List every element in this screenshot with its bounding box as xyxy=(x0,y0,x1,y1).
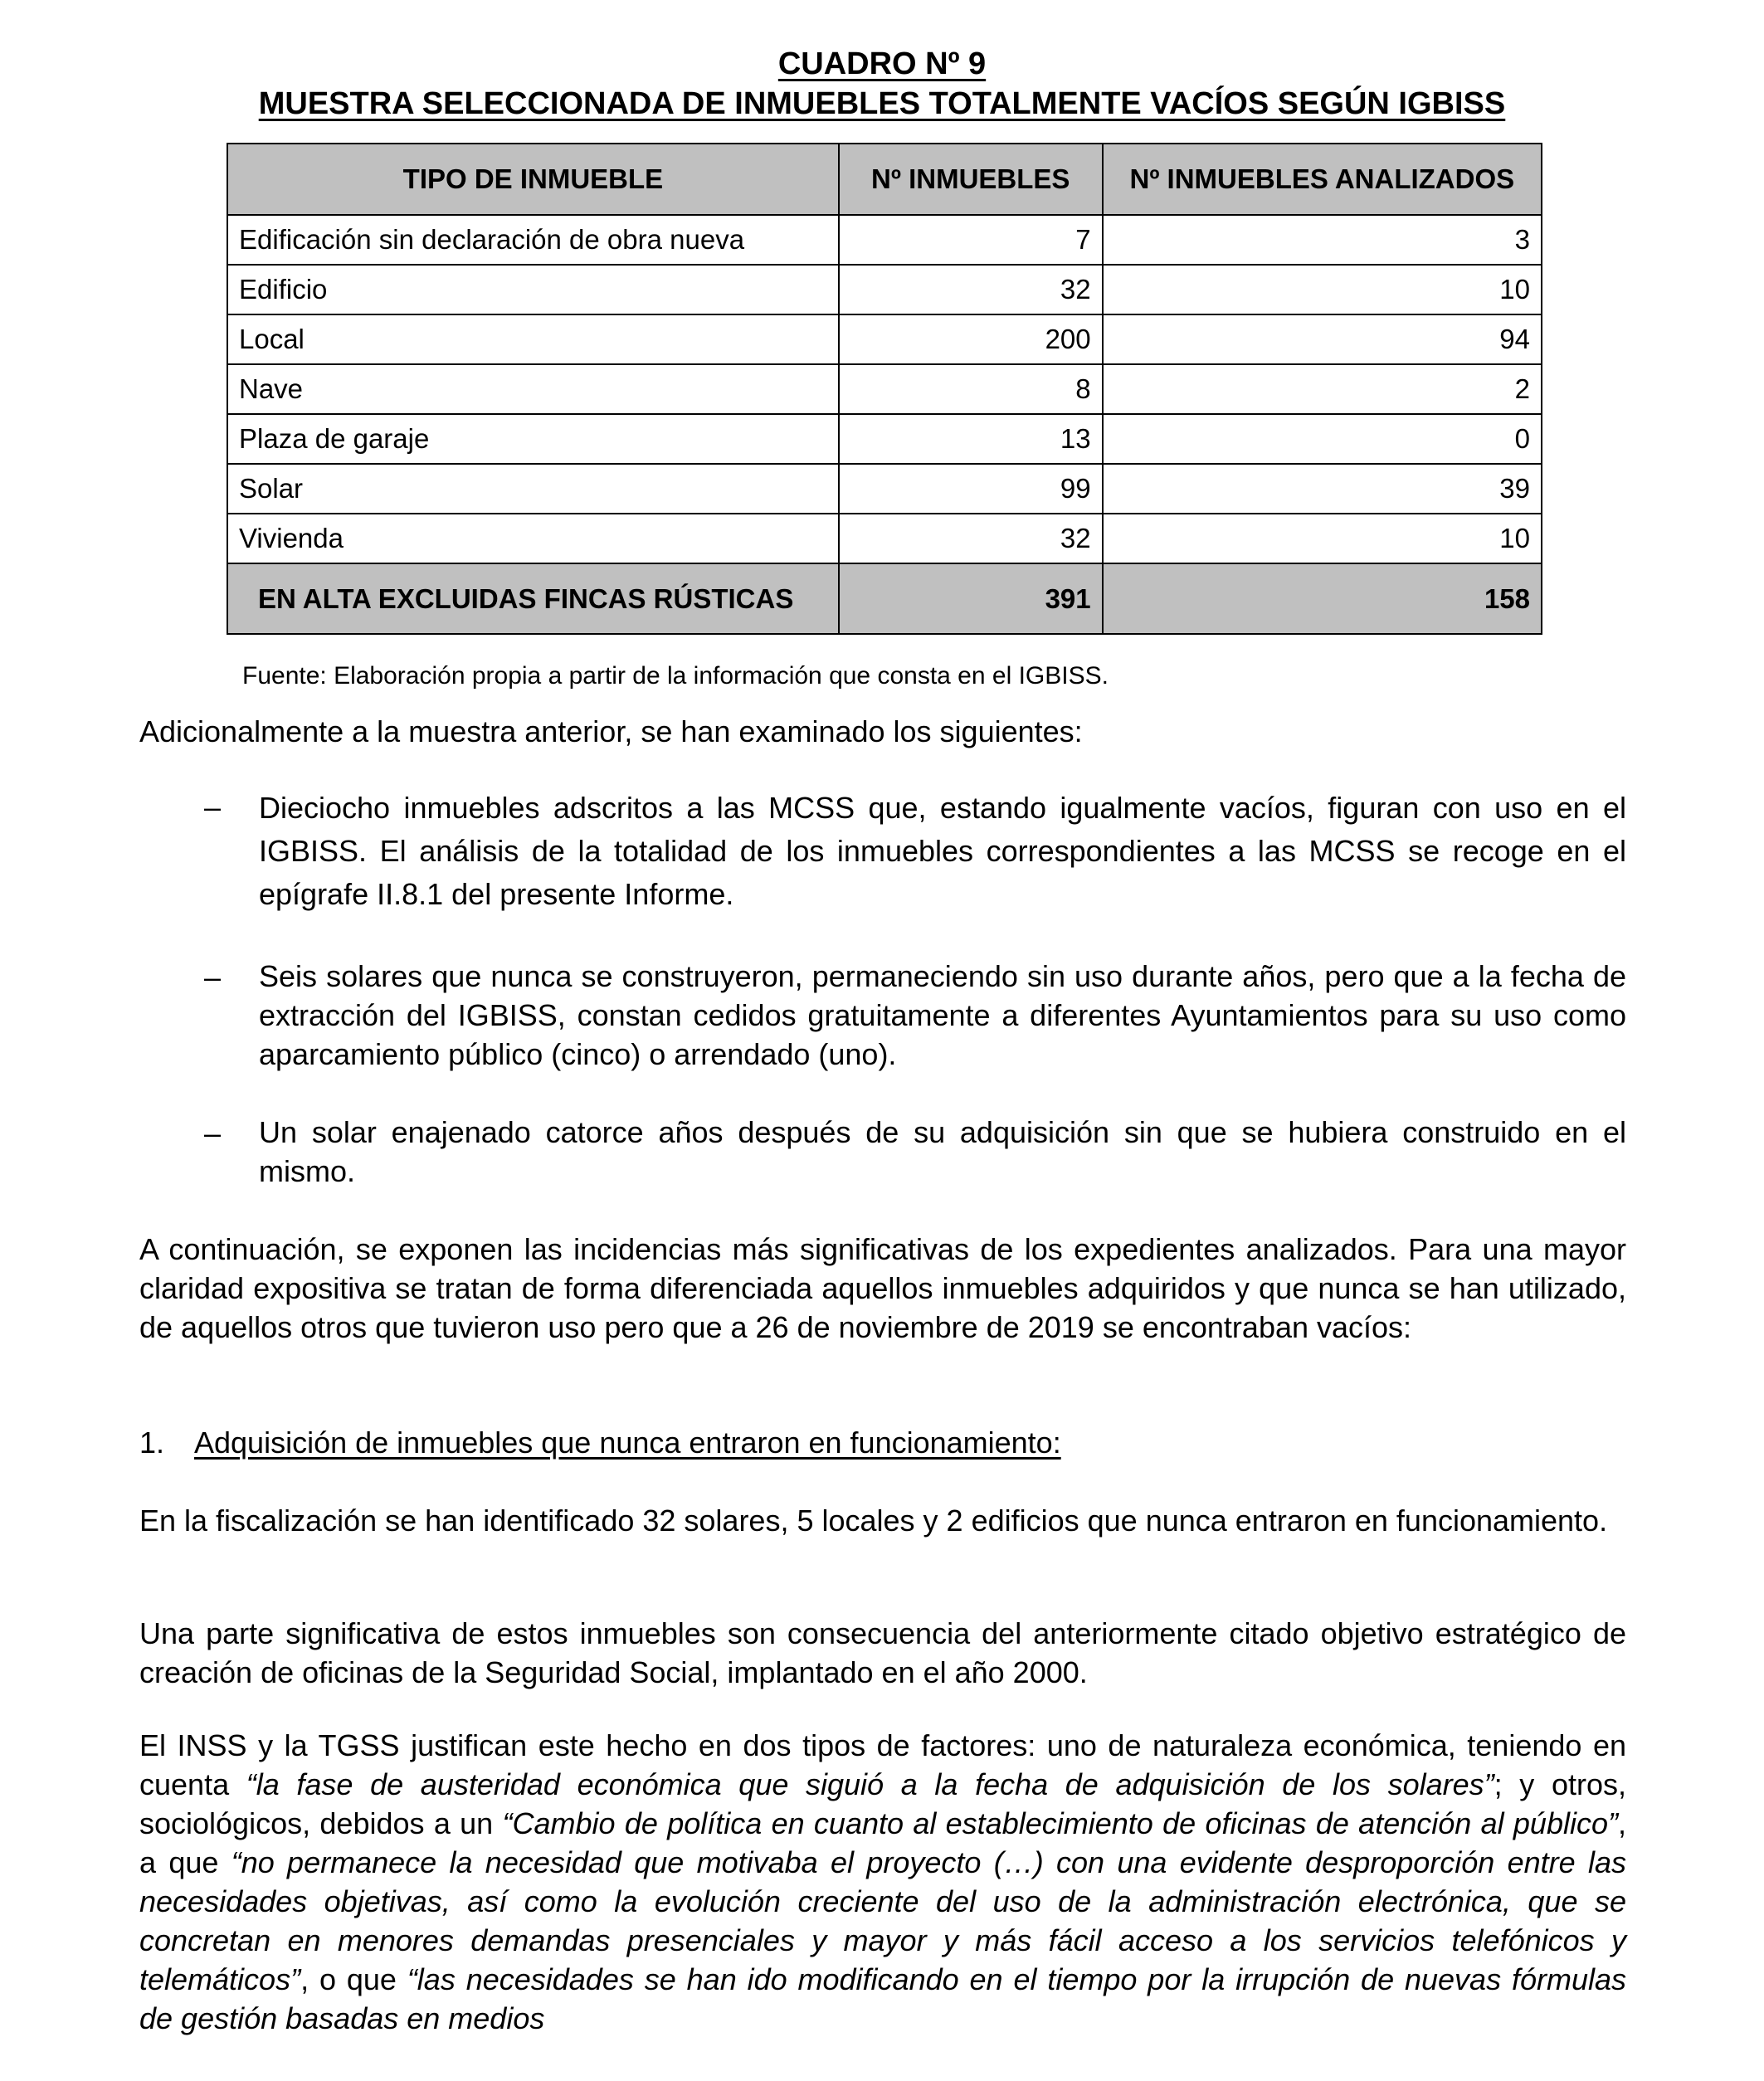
fiscalizacion-paragraph: En la fiscalización se han identificado 32 solares, 5 locales y 2 edificios que nunca entraron en funcionamiento. xyxy=(139,1503,1608,1538)
cell-num-analizados: 10 xyxy=(1103,514,1542,563)
table-total-row xyxy=(227,563,1542,634)
table-row xyxy=(227,215,1542,265)
cell-num-inmuebles: 99 xyxy=(839,464,1103,514)
parte-paragraph: Una parte significativa de estos inmuebles son consecuencia del anteriormente citado objetivo estratégico de creación de oficinas de la Seguridad Social, implantado en el año 2000. xyxy=(139,1616,1626,1689)
cell-num-analizados: 10 xyxy=(1103,265,1542,314)
bullet-text: Un solar enajenado catorce años después de su adquisición sin que se hubiera construido en el mismo. xyxy=(259,1115,1626,1188)
cell-tipo: Plaza de garaje xyxy=(227,414,839,464)
header-num-inmuebles: Nº INMUEBLES xyxy=(839,144,1103,215)
cell-num-analizados: 2 xyxy=(1103,364,1542,414)
table-title: CUADRO Nº 9 xyxy=(777,46,987,81)
inss-quote-3: “no permanece la necesidad que motivaba el proyecto (…) con una evidente desproporción entre las necesidades objetivas, así como la evolución creciente del uso de la administración electrónica, que se concretan en menores demandas presenciales y mayor y más fácil acceso a los servicios telefónicos y telemáticos” xyxy=(139,1845,1626,1996)
cell-tipo: Solar xyxy=(227,464,839,514)
cell-num-analizados: 0 xyxy=(1103,414,1542,464)
cell-num-inmuebles: 8 xyxy=(839,364,1103,414)
table-row xyxy=(227,364,1542,414)
table-source-note: Fuente: Elaboración propia a partir de la información que consta en el IGBISS. xyxy=(242,662,1109,690)
cell-tipo: Vivienda xyxy=(227,514,839,563)
total-label: EN ALTA EXCLUIDAS FINCAS RÚSTICAS xyxy=(227,563,839,634)
total-num-inmuebles: 391 xyxy=(839,563,1103,634)
header-num-analizados: Nº INMUEBLES ANALIZADOS xyxy=(1103,144,1542,215)
inss-text-2: ; y otros, sociológicos, debidos a un xyxy=(139,1767,1626,1840)
inss-text-4: , o que xyxy=(300,1962,407,1996)
table-header-row xyxy=(227,144,1542,215)
intro-paragraph: Adicionalmente a la muestra anterior, se han examinado los siguientes: xyxy=(139,714,1083,748)
bullet-text: Seis solares que nunca se construyeron, permaneciendo sin uso durante años, pero que a la fecha de extracción del IGBISS, constan cedidos gratuitamente a diferentes Ayuntamientos para su uso como aparcamiento público (cinco) o arrendado (uno). xyxy=(259,959,1626,1071)
dash-bullet-icon: – xyxy=(204,1116,222,1150)
inss-quote-4: “las necesidades se han ido modificando en el tiempo por la irrupción de nuevas fórmulas de gestión basadas en medios xyxy=(139,1962,1626,2035)
cell-num-inmuebles: 200 xyxy=(839,314,1103,364)
inss-text-1: El INSS y la TGSS justifican este hecho en dos tipos de factores: uno de naturaleza económica, teniendo en cuenta xyxy=(139,1728,1626,1801)
bullet-text: Dieciocho inmuebles adscritos a las MCSS que, estando igualmente vacíos, figuran con uso en el IGBISS. El análisis de la totalidad de los inmuebles correspondientes a las MCSS se recoge en el epígrafe II.8.1 del presente Informe. xyxy=(259,791,1626,911)
cell-num-analizados: 39 xyxy=(1103,464,1542,514)
cell-num-analizados: 3 xyxy=(1103,215,1542,265)
cell-num-inmuebles: 13 xyxy=(839,414,1103,464)
table-row xyxy=(227,414,1542,464)
dash-bullet-icon: – xyxy=(204,790,222,824)
table-row xyxy=(227,265,1542,314)
cell-num-analizados: 94 xyxy=(1103,314,1542,364)
section-title: Adquisición de inmuebles que nunca entraron en funcionamiento: xyxy=(194,1426,1061,1460)
cell-tipo: Nave xyxy=(227,364,839,414)
cell-tipo: Edificio xyxy=(227,265,839,314)
cell-tipo: Local xyxy=(227,314,839,364)
section-number: 1. xyxy=(139,1426,165,1460)
total-num-analizados: 158 xyxy=(1103,563,1542,634)
table-row xyxy=(227,314,1542,364)
table-row xyxy=(227,514,1542,563)
inss-text-3: , a que xyxy=(139,1806,1626,1879)
continuacion-paragraph: A continuación, se exponen las incidencias más significativas de los expedientes analizados. Para una mayor claridad expositiva se tratan de forma diferenciada aquellos inmuebles adquiridos y que nunca se han utilizado, de aquellos otros que tuvieron uso pero que a 26 de noviembre de 2019 se encontraban vacíos: xyxy=(139,1232,1626,1344)
cell-num-inmuebles: 7 xyxy=(839,215,1103,265)
inss-quote-1: “la fase de austeridad económica que siguió a la fecha de adquisición de los solares” xyxy=(246,1767,1494,1801)
table-row xyxy=(227,464,1542,514)
inmuebles-table xyxy=(227,143,1542,635)
inss-paragraph xyxy=(139,1726,1626,2038)
cell-num-inmuebles: 32 xyxy=(839,265,1103,314)
cell-num-inmuebles: 32 xyxy=(839,514,1103,563)
dash-bullet-icon: – xyxy=(204,960,222,994)
header-tipo: TIPO DE INMUEBLE xyxy=(227,144,839,215)
table-subtitle: MUESTRA SELECCIONADA DE INMUEBLES TOTALMENTE VACÍOS SEGÚN IGBISS xyxy=(258,86,1506,121)
inss-quote-2: “Cambio de política en cuanto al establecimiento de oficinas de atención al público” xyxy=(502,1806,1618,1840)
cell-tipo: Edificación sin declaración de obra nueva xyxy=(227,215,839,265)
